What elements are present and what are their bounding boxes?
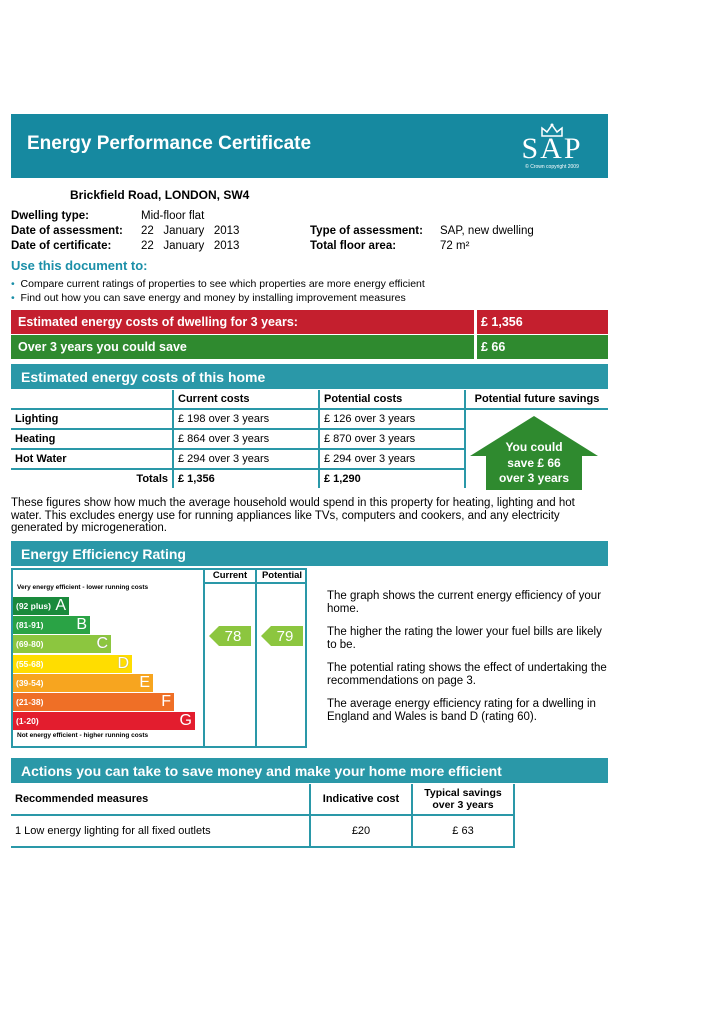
rating-band-letter: B <box>76 616 87 634</box>
floor-area-value: 72 m² <box>440 240 470 252</box>
rating-band-letter: E <box>139 673 150 691</box>
assessment-date-label: Date of assessment: <box>11 225 123 237</box>
rating-band-letter: C <box>96 635 108 653</box>
actions-section-header: Actions you can take to save money and make your home more efficient <box>11 758 608 783</box>
rating-band-range: (55-68) <box>16 658 44 669</box>
potential-rating-arrow <box>261 626 303 646</box>
floor-area-label: Total floor area: <box>310 240 397 252</box>
certificate-date-label: Date of certificate: <box>11 240 112 252</box>
savings-arrow-icon <box>470 416 598 490</box>
potential-rating-value: 79 <box>276 628 294 645</box>
rating-band-d <box>13 655 132 673</box>
table-row: Current costs Potential costs Potential future savings <box>11 390 608 409</box>
rating-band-c <box>13 635 111 653</box>
dwelling-type-label: Dwelling type: <box>11 210 89 222</box>
potential-header: Potential <box>261 570 303 581</box>
rating-band-range: (81-91) <box>16 620 44 631</box>
crown-icon <box>540 122 564 138</box>
rating-band-b <box>13 616 90 634</box>
property-address: Brickfield Road, LONDON, SW4 <box>70 188 250 202</box>
rating-band-a <box>13 597 69 615</box>
svg-text:over 3 years: over 3 years <box>498 471 570 485</box>
rating-band-letter: F <box>161 693 171 710</box>
certificate-header <box>11 114 608 178</box>
sap-logo <box>512 122 592 172</box>
actions-table <box>11 784 515 848</box>
rating-explanation <box>327 590 609 734</box>
rating-bands <box>1 568 201 746</box>
dwelling-type-value: Mid-floor flat <box>141 210 205 222</box>
rating-band-letter: D <box>117 654 129 672</box>
rating-paragraph: The potential rating shows the effect of undertaking the recommendations on page 3. <box>327 662 607 687</box>
svg-text:save £ 66: save £ 66 <box>507 456 561 470</box>
table-row: 1 Low energy lighting for all fixed outlets £20 £ 63 <box>11 815 514 847</box>
estimated-cost-label: Estimated energy costs of dwelling for 3 years: <box>18 315 298 329</box>
rating-paragraph: The graph shows the current energy efficiency of your home. <box>327 590 602 615</box>
current-header: Current <box>212 570 248 581</box>
table-row: Lighting £ 198 over 3 years £ 126 over 3 years <box>11 409 608 429</box>
estimated-cost-value: £ 1,356 <box>481 315 523 329</box>
rating-band-range: (21-38) <box>16 697 44 707</box>
table-row: Recommended measures Indicative cost Typical savings over 3 years <box>11 784 514 815</box>
costs-section-header: Estimated energy costs of this home <box>11 364 608 389</box>
table-row: Heating £ 864 over 3 years £ 870 over 3 years <box>11 429 608 449</box>
rating-section-header: Energy Efficiency Rating <box>11 541 608 566</box>
certificate-date-value: 22 January 2013 <box>141 240 240 252</box>
savings-label: Over 3 years you could save <box>18 340 187 354</box>
use-heading: Use this document to: <box>11 258 148 273</box>
estimated-cost-bar <box>11 310 608 334</box>
current-rating-arrow <box>209 626 251 646</box>
rating-band-range: (69-80) <box>16 639 44 650</box>
page-title: Energy Performance Certificate <box>27 133 312 154</box>
rating-band-letter: A <box>55 597 66 614</box>
svg-text:You could: You could <box>505 440 563 454</box>
table-row: Hot Water £ 294 over 3 years £ 294 over 3 years <box>11 449 608 469</box>
table-row: Totals £ 1,356 £ 1,290 <box>11 469 608 488</box>
rating-chart <box>11 568 308 746</box>
list-item: • Find out how you can save energy and money by installing improvement measures <box>11 292 406 304</box>
rating-paragraph: The average energy efficiency rating for a dwelling in England and Wales is band D (rating 60). <box>327 698 596 723</box>
rating-paragraph: The higher the rating the lower your fuel bills are likely to be. <box>327 626 602 651</box>
sap-logo-text: SAP <box>521 132 583 165</box>
rating-band-g <box>13 712 195 730</box>
list-item: • Compare current ratings of properties to see which properties are more energy efficient <box>11 278 425 290</box>
assessment-date-value: 22 January 2013 <box>141 225 240 237</box>
savings-value: £ 66 <box>481 340 506 354</box>
costs-note: These figures show how much the average household would spend in this property for heating, lighting and hot water. This excludes energy use for running appliances like TVs, computers and cookers, and any electricity generated by microgeneration. <box>11 497 575 534</box>
rating-band-range: (92 plus) <box>16 601 51 611</box>
rating-band-letter: G <box>179 712 192 730</box>
rating-band-range: (39-54) <box>16 677 44 688</box>
copyright-text: © Crown copyright 2009 <box>525 164 579 170</box>
rating-band-f <box>13 693 174 711</box>
savings-bar <box>11 335 608 359</box>
current-rating-value: 78 <box>224 628 242 645</box>
top-rating-label: Very energy efficient - lower running costs <box>17 584 149 591</box>
assessment-type-value: SAP, new dwelling <box>440 225 534 237</box>
rating-band-range: (1-20) <box>16 716 39 727</box>
rating-band-e <box>13 674 153 692</box>
bottom-rating-label: Not energy efficient - higher running costs <box>17 732 149 739</box>
assessment-type-label: Type of assessment: <box>310 225 423 237</box>
